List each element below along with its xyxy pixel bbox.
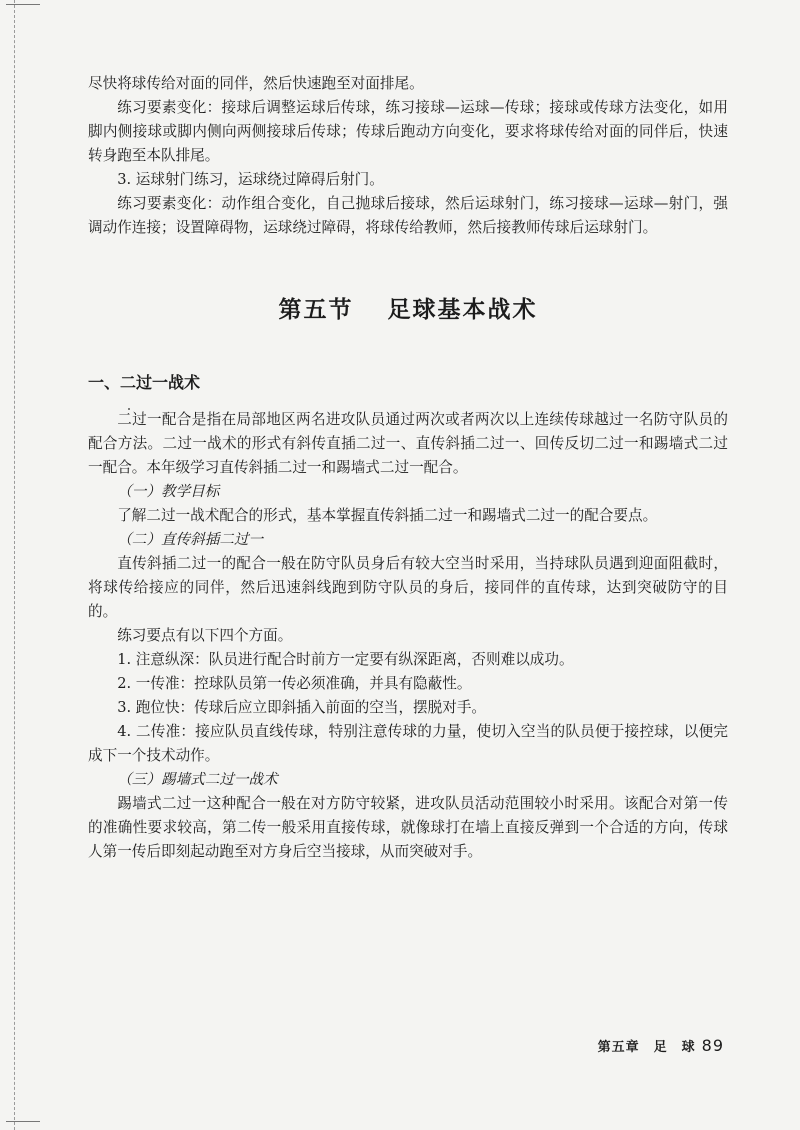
paragraph: 练习要点有以下四个方面。 bbox=[117, 627, 293, 644]
paragraph: 踢墙式二过一这种配合一般在对方防守较紧，进攻队员活动范围较小时采用。该配合对第一传的准确性要求较高，第二传一般采用直接传球，就像球打在墙上直接反弹到一个合适的方向，传球人第一传后即刻起动跑至对方身后空当接球，从而突破对手。 bbox=[88, 795, 728, 860]
list-item: 3. 跑位快：传球后应立即斜插入前面的空当，摆脱对手。 bbox=[117, 699, 487, 716]
list-item: 4. 二传准：接应队员直线传球，特别注意传球的力量，使切入空当的队员便于接控球，以便完成下一个技术动作。 bbox=[88, 723, 728, 764]
subheading-wall-pass: （三）踢墙式二过一战术 bbox=[117, 771, 278, 788]
list-item: 2. 一传准：控球队员第一传必须准确，并具有隐蔽性。 bbox=[117, 675, 472, 692]
paragraph: 尽快将球传给对面的同伴，然后快速跑至对面排尾。 bbox=[88, 75, 424, 92]
chapter-label: 第五章 足 球 bbox=[597, 1040, 696, 1055]
intro-paragraph: 二过一配合是指在局部地区两名进攻队员通过两次或者两次以上连续传球越过一名防守队员的配合方法。二过一战术的形式有斜传直插二过一、直传斜插二过一、回传反切二过一和踢墙式二过一配合。本年级学习直传斜插二过一和踢墙式二过一配合。 bbox=[88, 411, 728, 476]
crop-mark-top bbox=[6, 4, 40, 13]
list-item: 1. 注意纵深：队员进行配合时前方一定要有纵深距离，否则难以成功。 bbox=[117, 651, 574, 668]
crop-mark-bottom bbox=[6, 1113, 40, 1122]
part-heading: 一、二过一战术 bbox=[88, 373, 201, 392]
page-number: 89 bbox=[701, 1036, 724, 1055]
section-heading bbox=[88, 292, 728, 328]
binding-margin-line bbox=[14, 0, 16, 1130]
subheading-straight-pass: （二）直传斜插二过一 bbox=[117, 531, 264, 548]
paragraph: 了解二过一战术配合的形式，基本掌握直传斜插二过一和踢墙式二过一的配合要点。 bbox=[117, 507, 658, 524]
paragraph: 3. 运球射门练习，运球绕过障碍后射门。 bbox=[117, 171, 384, 188]
page-content bbox=[88, 72, 728, 864]
section-number: 第五节 bbox=[278, 296, 354, 323]
paragraph: 练习要素变化：接球后调整运球后传球，练习接球—运球—传球；接球或传球方法变化，如用脚内侧接球或脚内侧向两侧接球后传球；传球后跑动方向变化，要求将球传给对面的同伴后，快速转身跑至本队排尾。 bbox=[88, 99, 728, 164]
paragraph: 练习要素变化：动作组合变化，自己抛球后接球，然后运球射门，练习接球—运球—射门，强调动作连接；设置障碍物，运球绕过障碍，将球传给教师，然后接教师传球后运球射门。 bbox=[88, 195, 728, 236]
paragraph: 直传斜插二过一的配合一般在防守队员身后有较大空当时采用，当持球队员遇到迎面阻截时，将球传给接应的同伴，然后迅速斜线跑到防守队员的身后，接同伴的直传球，达到突破防守的目的。 bbox=[88, 555, 728, 620]
subheading-teaching-goals: （一）教学目标 bbox=[117, 483, 220, 500]
section-name: 足球基本战术 bbox=[387, 296, 538, 323]
page-footer bbox=[598, 1036, 724, 1055]
